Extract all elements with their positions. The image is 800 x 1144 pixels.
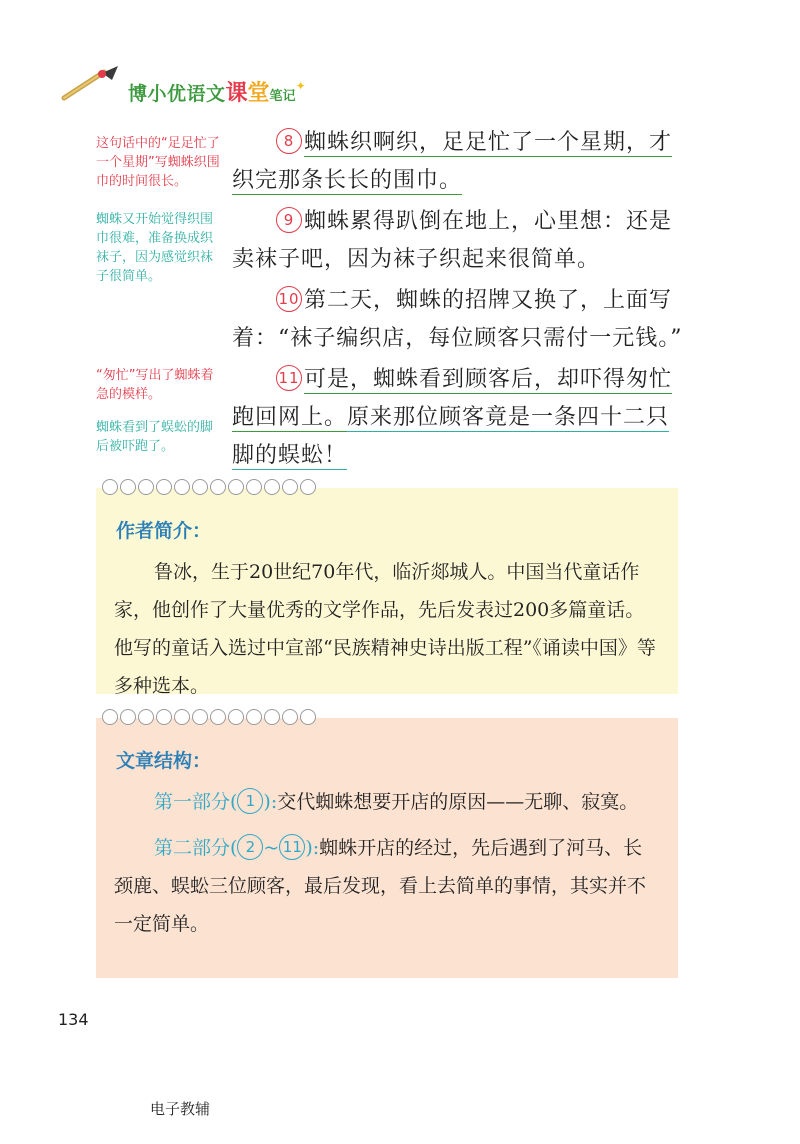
list-item: 蜘蛛看到了蜈蚣的脚后被吓跑了。 — [96, 420, 214, 454]
author-intro-title: 作者简介： — [116, 520, 212, 542]
author-intro-text: 鲁冰，生于20世纪70年代，临沂郯城人。中国当代童话作家，他创作了大量优秀的文学作品，先后发表过200多篇童话。他写的童话入选过中宣部“民族精神史诗出版工程”《诵读中国》等多种选本。 — [114, 561, 656, 697]
list-item: 蜘蛛又开始觉得织围巾很难，准备换成织袜子，因为感觉织袜子很简单。 — [96, 212, 214, 284]
structure-box — [96, 718, 678, 978]
list-item: 这句话中的“足足忙了一个星期”写蜘蛛织围巾的时间很长。 — [96, 136, 220, 189]
paragraph-9: 9 蜘蛛累得趴倒在地上，心里想：还是卖袜子吧，因为袜子织起来很简单。 — [232, 209, 673, 272]
structure-title: 文章结构： — [116, 750, 212, 772]
list-item: “匆忙”写出了蜘蛛着急的模样。 — [96, 368, 214, 402]
paragraph-11: 11 可是，蜘蛛看到顾客后，却吓得匆忙跑回网上。原来那位顾客竟是一条四十二只脚的蜈蚣！ — [232, 367, 673, 468]
brush-icon — [58, 62, 128, 106]
paragraph-8: 8 蜘蛛织啊织，足足忙了一个星期，才织完那条长长的围巾。 — [232, 130, 673, 193]
story-text — [232, 124, 684, 478]
footer-label: 电子教辅 — [150, 1100, 211, 1118]
author-intro-box — [96, 488, 678, 697]
paragraph-number: 11 — [276, 365, 302, 391]
paragraph-10: 10 第二天，蜘蛛的招牌又换了，上面写着：“袜子编织店，每位顾客只需付一元钱。” — [232, 288, 683, 351]
paragraph-number: 8 — [276, 128, 302, 154]
paragraph-number: 10 — [276, 286, 302, 312]
star-icon: ✦ — [295, 79, 306, 93]
structure-part-2: 第二部分( 2 ~ 11 ):蜘蛛开店的经过，先后遇到了河马、长颈鹿、蜈蚣三位顾客，最后发现，看上去简单的事情，其实并不一定简单。 — [114, 829, 658, 943]
series-title: 博小优语文课堂笔记✦ — [128, 79, 306, 106]
page-number: 134 — [58, 1010, 89, 1029]
paragraph-number: 9 — [276, 207, 302, 233]
binder-rings — [102, 479, 316, 497]
structure-part-1: 第一部分( 1 ):交代蜘蛛想要开店的原因——无聊、寂寞。 — [114, 783, 658, 821]
binder-rings — [102, 709, 316, 727]
series-header — [58, 62, 378, 106]
